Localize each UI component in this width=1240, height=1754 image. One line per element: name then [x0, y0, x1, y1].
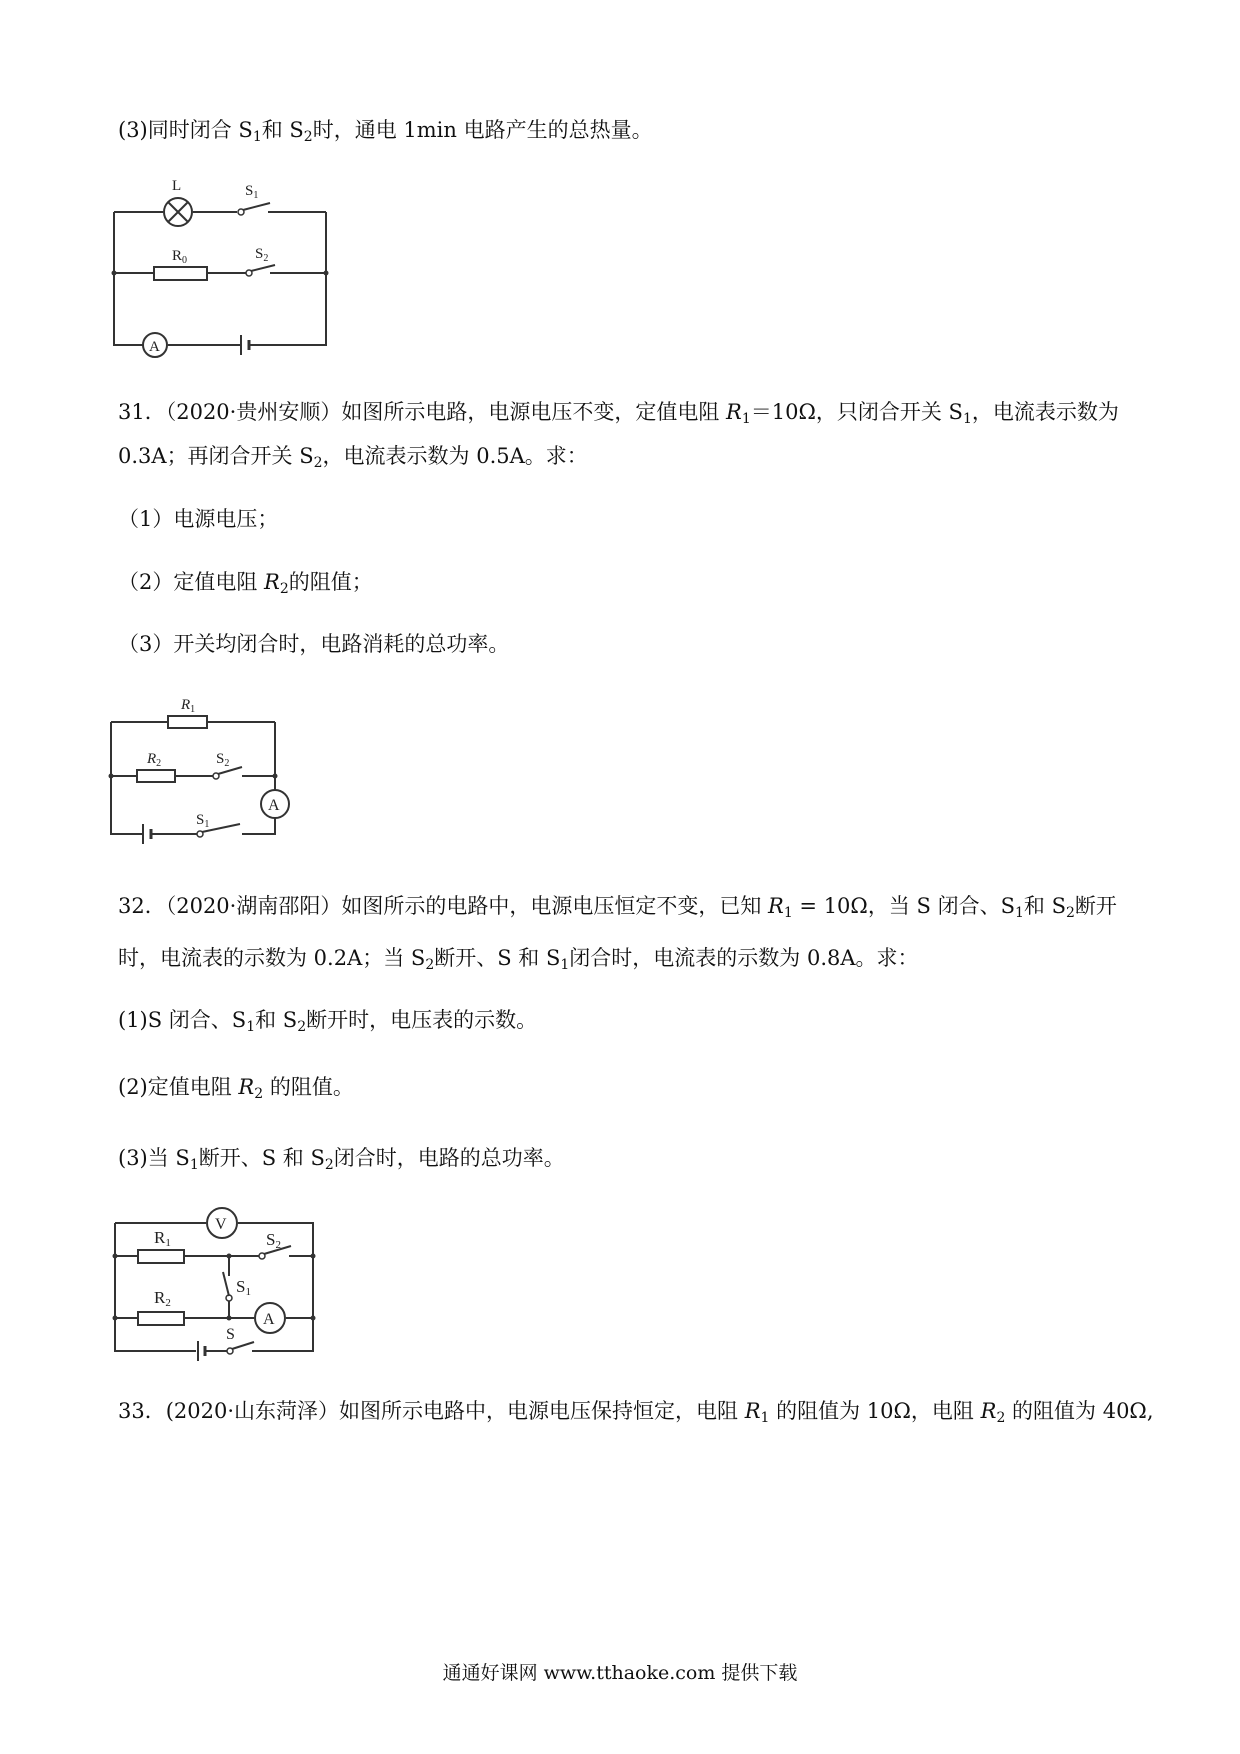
circuit-diagram-2 [100, 685, 310, 850]
resistor-R1 [168, 716, 207, 728]
svg-text:A: A [268, 797, 280, 814]
junction-dot [227, 1254, 232, 1259]
switch-S1 [238, 203, 270, 215]
junction-dot [227, 1316, 232, 1321]
switch-S-label: S [226, 1326, 235, 1343]
junction-dot [311, 1254, 316, 1259]
resistor-R2 [137, 770, 175, 782]
resistor-R2-label: $R_2$ [147, 751, 162, 769]
circuit2-wires [111, 722, 275, 834]
q31-part3: （3）开关均闭合时，电路消耗的总功率。 [118, 632, 510, 656]
junction-dot [112, 271, 117, 276]
circuit1-wires [114, 212, 326, 345]
q33-line1: 33．(2020·山东菏泽）如图所示电路中，电源电压保持恒定，电阻 $R_1$ 的阻值为 10Ω，电阻 $R_2$ 的阻值为 40Ω, [118, 1399, 1154, 1426]
battery [241, 335, 249, 355]
junction-dot [113, 1316, 118, 1321]
junction-dot [311, 1316, 316, 1321]
q30-part3: (3)同时闭合 $S_1$和 $S_2$时，通电 1min 电路产生的总热量。 [118, 118, 653, 145]
svg-text:A: A [263, 1311, 275, 1328]
switch-S1-label: $S_1$ [196, 812, 210, 830]
q31-part1: （1）电源电压； [118, 507, 279, 531]
q31-part2: （2）定值电阻 $R_2$的阻值； [118, 570, 373, 597]
ammeter [261, 790, 289, 818]
resistor-R0 [154, 267, 207, 280]
switch-S2-label: $S_2$ [216, 751, 230, 769]
junction-dot [273, 774, 278, 779]
junction-dot [109, 774, 114, 779]
resistor-R0-label: $R_0$ [172, 248, 188, 266]
resistor-R2 [138, 1312, 184, 1325]
q32-part3: (3)当 $S_1$断开、S 和 $S_2$闭合时，电路的总功率。 [118, 1146, 565, 1173]
q32-line2: 时，电流表的示数为 0.2A；当 $S_2$断开、S 和 $S_1$闭合时，电流表的示数为 0.8A。求： [118, 946, 919, 973]
svg-text:A: A [149, 339, 160, 355]
resistor-R1 [138, 1250, 184, 1263]
circuit3-wires [115, 1223, 313, 1351]
switch-S2-label: $S_2$ [255, 246, 269, 264]
switch-S1 [223, 1272, 232, 1301]
lamp-L [164, 198, 192, 226]
q32-part2: (2)定值电阻 $R_2$ 的阻值。 [118, 1075, 354, 1102]
q32-part1: (1)S 闭合、$S_1$和 $S_2$断开时，电压表的示数。 [118, 1008, 538, 1035]
junction-dot [113, 1254, 118, 1259]
circuit-diagram-3 [100, 1200, 330, 1365]
ammeter [255, 1303, 285, 1333]
q32-line1: 32．（2020·湖南邵阳）如图所示的电路中，电源电压恒定不变，已知 $R_1 = 10\Omega$，当 S 闭合、$S_1$和 $S_2$断开 [118, 894, 1117, 921]
ammeter [143, 333, 167, 357]
battery [198, 1341, 205, 1361]
resistor-R1-label: $R_1$ [181, 697, 196, 715]
circuit-diagram-1 [100, 180, 380, 410]
q31-line2: 0.3A；再闭合开关 $S_2$，电流表示数为 0.5A。求： [118, 444, 588, 471]
resistor-R1-label: R1 [154, 1228, 171, 1249]
voltmeter [207, 1208, 237, 1238]
junction-dot [324, 271, 329, 276]
switch-S2 [246, 265, 275, 276]
switch-S1-label: S1 [236, 1277, 251, 1298]
page-footer: 通通好课网 www.tthaoke.com 提供下载 [442, 1662, 798, 1684]
switch-S1-label: $S_1$ [245, 183, 259, 201]
switch-S2-label: S2 [266, 1230, 281, 1251]
lamp-label: L [172, 178, 182, 194]
svg-text:V: V [215, 1216, 227, 1233]
switch-S [227, 1342, 254, 1354]
battery [143, 824, 151, 844]
q31-line1: 31．（2020·贵州安顺）如图所示电路，电源电压不变，定值电阻 $R_1=10\Omega$，只闭合开关 $S_1$，电流表示数为 [118, 400, 1119, 427]
resistor-R2-label: R2 [154, 1288, 171, 1309]
